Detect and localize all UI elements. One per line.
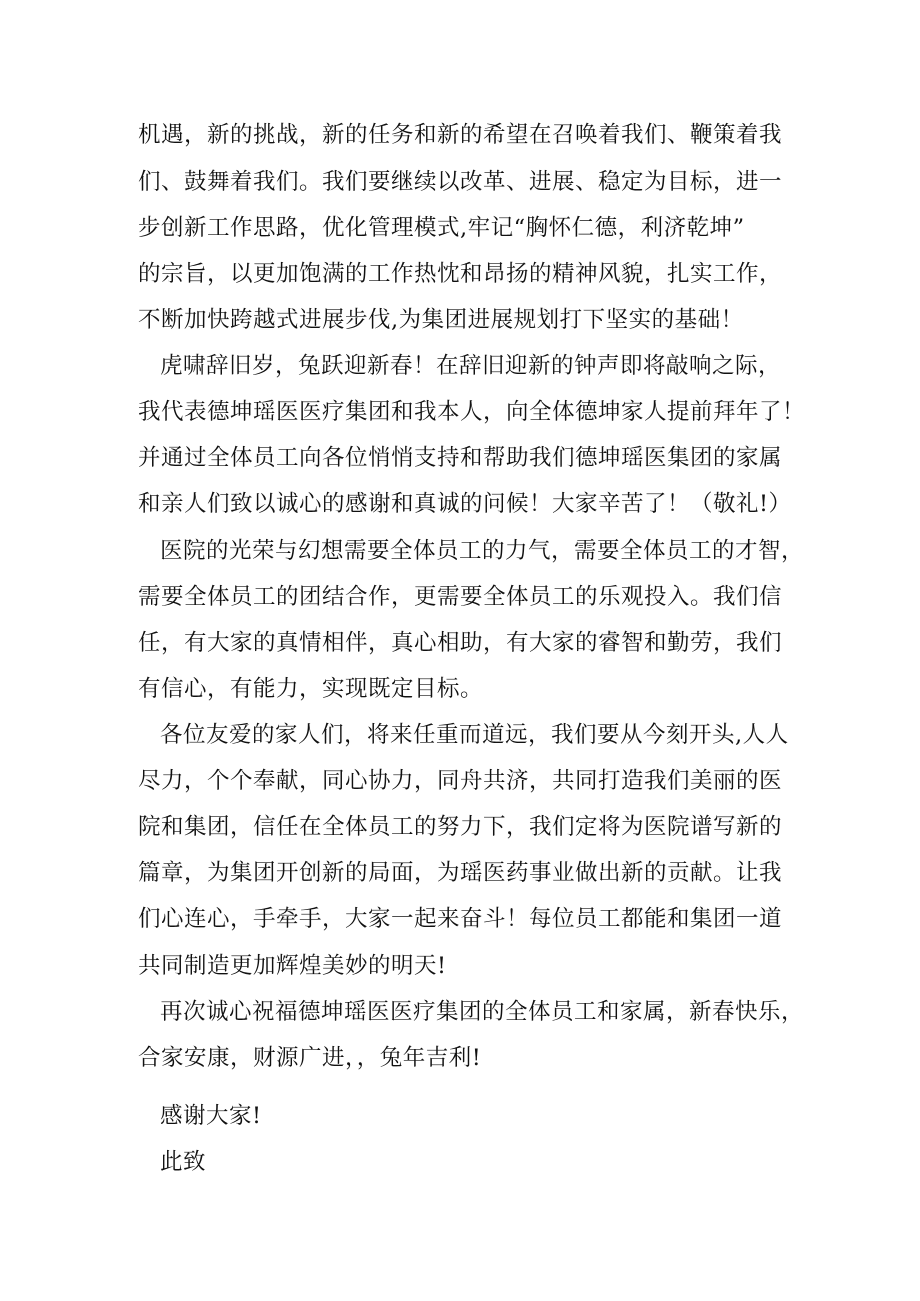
text-line: 步创新工作思路，优化管理模式,牢记“胸怀仁德，利济乾坤” [138,215,745,241]
text-line: 我代表德坤瑶医医疗集团和我本人，向全体德坤家人提前拜年了！ [138,399,806,425]
text-line: 院和集团，信任在全体员工的努力下，我们定将为医院谱写新的 [138,814,783,840]
text-line: 篇章，为集团开创新的局面，为瑶医药事业做出新的贡献。让我 [138,860,783,886]
text-line: 此致 [160,1149,207,1175]
text-line: 尽力，个个奉献，同心协力，同舟共济，共同打造我们美丽的医 [138,768,783,794]
text-line: 的宗旨，以更加饱满的工作热忱和昂扬的精神风貌，扎实工作， [138,261,783,287]
text-line: 需要全体员工的团结合作，更需要全体员工的乐观投入。我们信 [138,584,783,610]
text-line: 感谢大家! [160,1103,262,1129]
text-line: 再次诚心祝福德坤瑶医医疗集团的全体员工和家属，新春快乐， [160,999,805,1025]
text-line: 各位友爱的家人们，将来任重而道远，我们要从今刻开头,人人 [160,722,789,748]
text-line: 医院的光荣与幻想需要全体员工的力气，需要全体员工的才智， [160,538,805,564]
text-line: 不断加快跨越式进展步伐,为集团进展规划打下坚实的基础！ [138,307,744,333]
text-line: 虎啸辞旧岁，兔跃迎新春！在辞旧迎新的钟声即将敲响之际， [160,353,782,379]
text-line: 们心连心，手牵手，大家一起来奋斗！每位员工都能和集团一道 [138,906,783,932]
text-line: 和亲人们致以诚心的感谢和真诚的问候！大家辛苦了！（敬礼!） [138,491,792,517]
text-line: 们、鼓舞着我们。我们要继续以改革、进展、稳定为目标，进一 [138,169,783,195]
text-line: 机遇，新的挑战，新的任务和新的希望在召唤着我们、鞭策着我 [138,122,783,148]
text-line: 任，有大家的真情相伴，真心相助，有大家的睿智和勤劳，我们 [138,630,783,656]
text-line: 合家安康，财源广进，，兔年吉利! [138,1045,482,1071]
text-line: 并通过全体员工向各位悄悄支持和帮助我们德坤瑶医集团的家属 [138,445,783,471]
text-line: 共同制造更加辉煌美妙的明天! [138,953,447,979]
text-line: 有信心，有能力，实现既定目标。 [138,676,484,702]
